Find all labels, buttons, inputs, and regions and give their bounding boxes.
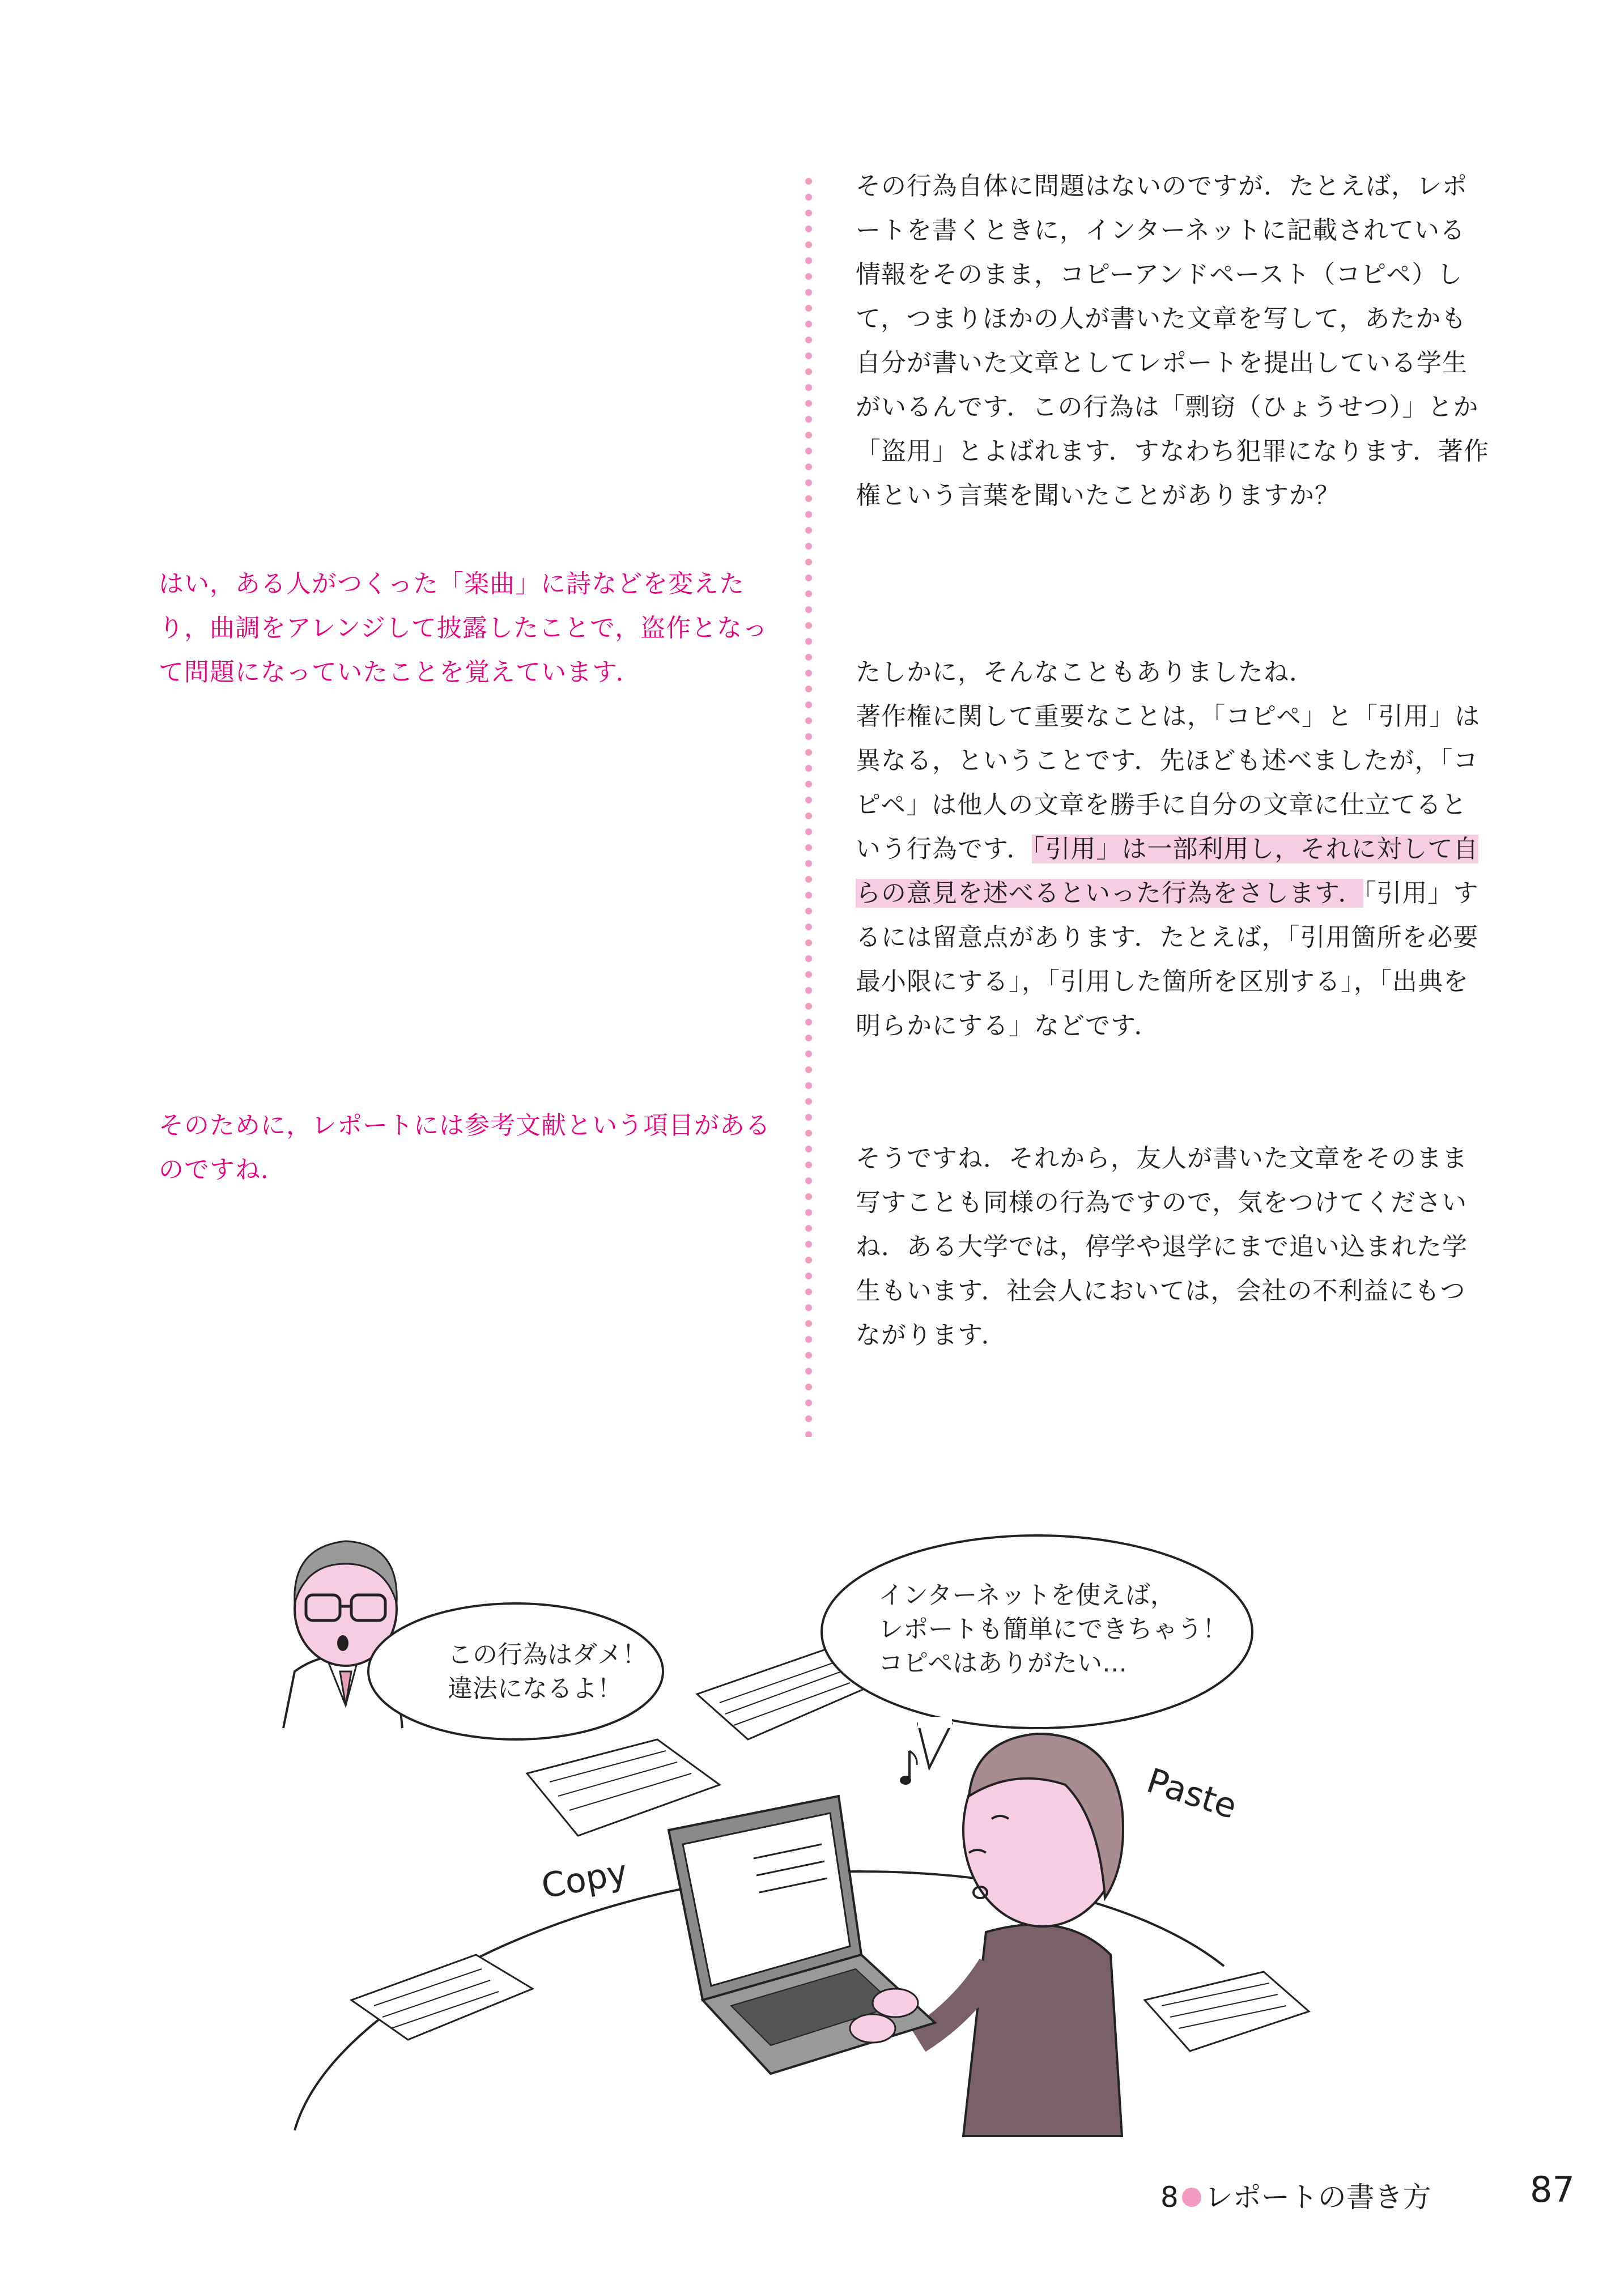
teacher-speech-bubble (368, 1603, 663, 1739)
teacher-paragraph-1: その行為自体に問題はないのですが．たとえば，レポートを書くときに，インターネットに記載されている情報をそのまま，コピーアンドペースト（コピペ）して，つまりほかの人が書いた文章を写して，あたかも自分が書いた文章としてレポートを提出している学生がいるんです．この行為は「剽窃（ひょうせつ）」とか「盗用」とよばれます．すなわち犯罪になります．著作権という言葉を聞いたことがありますか？ (856, 172, 1489, 510)
teacher-dialogue-column (856, 164, 1490, 1358)
floating-paper-4 (1145, 1972, 1309, 2051)
page-number: 87 (1530, 2169, 1575, 2210)
student-figure (918, 1734, 1123, 2136)
student-bubble-line-3: コピペはありがたい… (878, 1649, 1128, 1678)
teacher-bubble-line-1: この行為はダメ！ (448, 1640, 647, 1669)
student-response-1: はい，ある人がつくった「楽曲」に詩などを変えたり，曲調をアレンジして披露したことで，盗作となって問題になっていたことを覚えています． (159, 569, 768, 687)
chapter-title: レポートの書き方 (1204, 2181, 1431, 2214)
student-bubble-line-1: インターネットを使えば， (878, 1581, 1176, 1610)
column-divider-dots (805, 173, 812, 1437)
highlighted-quote-definition: 「引用」は一部利用し，それに対して自らの意見を述べるといった行為をさします． (856, 835, 1479, 908)
teacher-bubble-line-2: 違法になるよ！ (448, 1674, 622, 1703)
teacher-paragraph-2-line-2: 著作権に関して重要なことは，「コピペ」と「引用」は異なる，ということです．先ほども述べましたが，「コピペ」は他人の文章を勝手に自分の文章に仕立てるという行為です． (856, 702, 1481, 863)
music-note-icon (900, 1751, 917, 1785)
teacher-paragraph-3: そうですね．それから，友人が書いた文章をそのまま写すことも同様の行為ですので，気をつけてくださいね．ある大学では，停学や退学にまで追い込まれた学生もいます．社会人においては，会社の不利益にもつながります． (856, 1144, 1468, 1350)
teacher-paragraph-2-line-1: たしかに，そんなこともありましたね． (856, 658, 1315, 687)
paste-label: Paste (1142, 1760, 1242, 1827)
floating-paper-3 (351, 1955, 533, 2040)
teacher-paragraph-2 (856, 650, 1490, 1048)
floating-paper-2 (527, 1739, 720, 1836)
chapter-bullet-icon (1182, 2188, 1201, 2207)
student-response-2: そのために，レポートには参考文献という項目があるのですね． (159, 1111, 771, 1184)
copy-label: Copy (538, 1852, 631, 1907)
footer-chapter (1160, 2175, 1431, 2215)
student-bubble-line-2: レポートも簡単にできちゃう！ (878, 1615, 1227, 1644)
chapter-number: 8 (1160, 2181, 1179, 2214)
copy-paste-illustration (261, 1501, 1394, 2142)
teacher-paragraph-2-rest: 「引用」するには留意点があります．たとえば，「引用箇所を必要最小限にする」，「引用した箇所を区別する」，「出典を明らかにする」などです． (856, 879, 1479, 1040)
